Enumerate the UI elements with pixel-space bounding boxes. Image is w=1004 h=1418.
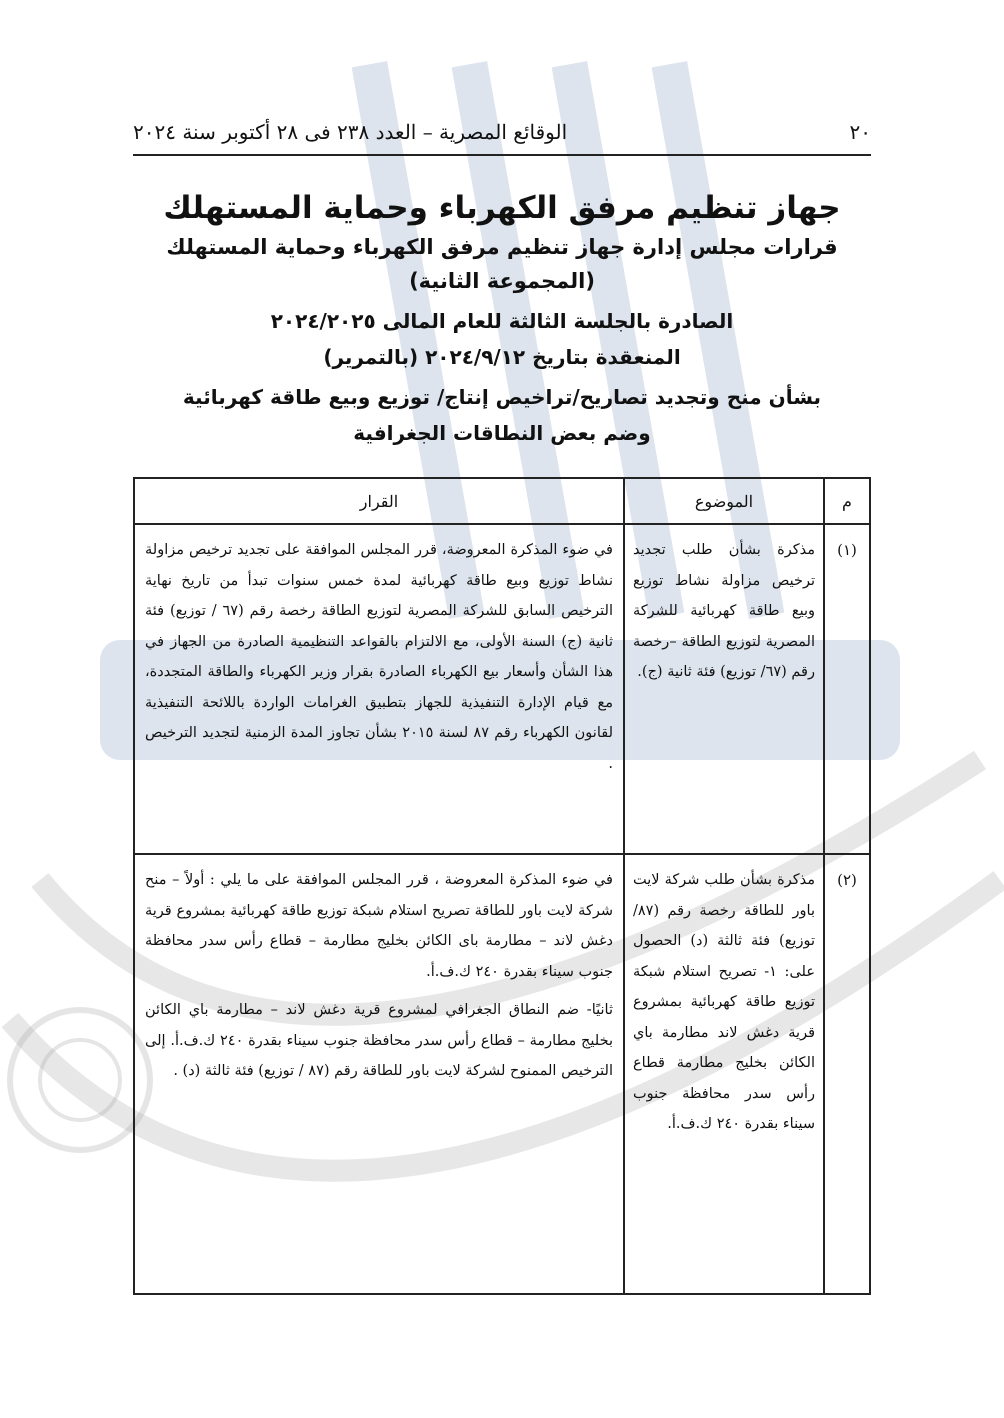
running-head [133,114,871,150]
row-number: (١) [824,524,870,854]
header-decision: القرار [134,478,624,524]
row-decision [134,854,624,1294]
row-subject: مذكرة بشأن طلب شركة لايت باور للطاقة رخصة رقم (٨٧/توزيع) فئة ثالثة (د) الحصول على: ١- تصريح استلام شبكة توزيع طاقة كهربائية بمشروع قرية دغش لاند مطارمة باي الكائن بخليج مطارمة قطاع رأس سدر محافظة جنوب سيناء بقدرة ٢٤٠ ك.ف.أ. [624,854,824,1294]
header-number: م [824,478,870,524]
subject-line-1: بشأن منح وتجديد تصاريح/تراخيص إنتاج/ توزيع وبيع طاقة كهربائية [182,385,822,409]
group-title: (المجموعة الثانية) [409,269,595,293]
page-number: ٢٠ [849,120,871,144]
session-line: الصادرة بالجلسة الثالثة للعام المالى ٢٠٢٤/٢٠٢٥ [270,309,734,333]
table-row [134,524,870,854]
decision-paragraph: في ضوء المذكرة المعروضة ، قرر المجلس الموافقة على ما يلي : أولاً – منح شركة لايت باور للطاقة تصريح استلام شبكة توزيع طاقة كهربائية بمشروع قرية دغش لاند – مطارمة باى الكائن بخليج مطارمة – قطاع رأس سدر محافظة جنوب سيناء بقدرة ٢٤٠ ك.ف.أ. [145,872,613,980]
header-subject: الموضوع [624,478,824,524]
table-header-row [134,478,870,524]
agency-title: جهاز تنظيم مرفق الكهرباء وحماية المستهلك [163,190,841,226]
board-title: قرارات مجلس إدارة جهاز تنظيم مرفق الكهرباء وحماية المستهلك [166,235,838,259]
row-decision [134,524,624,854]
subject-line-2: وضم بعض النطاقات الجغرافية [353,421,651,445]
date-line: المنعقدة بتاريخ ٢٠٢٤/٩/١٢ (بالتمرير) [323,345,681,369]
decisions-table [133,477,871,1295]
table-row [134,854,870,1294]
header-rule [133,154,871,156]
row-number: (٢) [824,854,870,1294]
headings-block [133,185,871,451]
decision-paragraph: ثانيًا- ضم النطاق الجغرافي لمشروع قرية دغش لاند – مطارمة باي الكائن بخليج مطارمة – قطاع رأس سدر محافظة جنوب سيناء بقدرة ٢٤٠ ك.ف.أ. إلى الترخيص الممنوح لشركة لايت باور للطاقة رقم (٨٧ / توزيع) فئة ثالثة (د) . [145,1002,613,1079]
decision-paragraph: في ضوء المذكرة المعروضة، قرر المجلس الموافقة على تجديد ترخيص مزاولة نشاط توزيع وبيع طاقة كهربائية لمدة خمس سنوات تبدأ من تاريخ نهاية الترخيص السابق للشركة المصرية لتوزيع الطاقة رخصة رقم (٦٧ / توزيع) فئة ثانية (ج) السنة الأولى، مع الالتزام بالقواعد التنظيمية الصادرة من الجهاز في هذا الشأن وأسعار بيع الكهرباء الصادرة بقرار وزير الكهرباء والطاقة المتجددة، مع قيام الإدارة التنفيذية للجهاز بتطبيق الغرامات الواردة باللائحة التنفيذية لقانون الكهرباء رقم ٨٧ لسنة ٢٠١٥ بشأن تجاوز المدة الزمنية لتجديد الترخيص . [145,542,613,772]
row-subject: مذكرة بشأن طلب تجديد ترخيص مزاولة نشاط توزيع وبيع طاقة كهربائية للشركة المصرية لتوزيع الطاقة –رخصة رقم (٦٧/ توزيع) فئة ثانية (ج). [624,524,824,854]
publication-line: الوقائع المصرية – العدد ٢٣٨ فى ٢٨ أكتوبر سنة ٢٠٢٤ [133,120,568,144]
